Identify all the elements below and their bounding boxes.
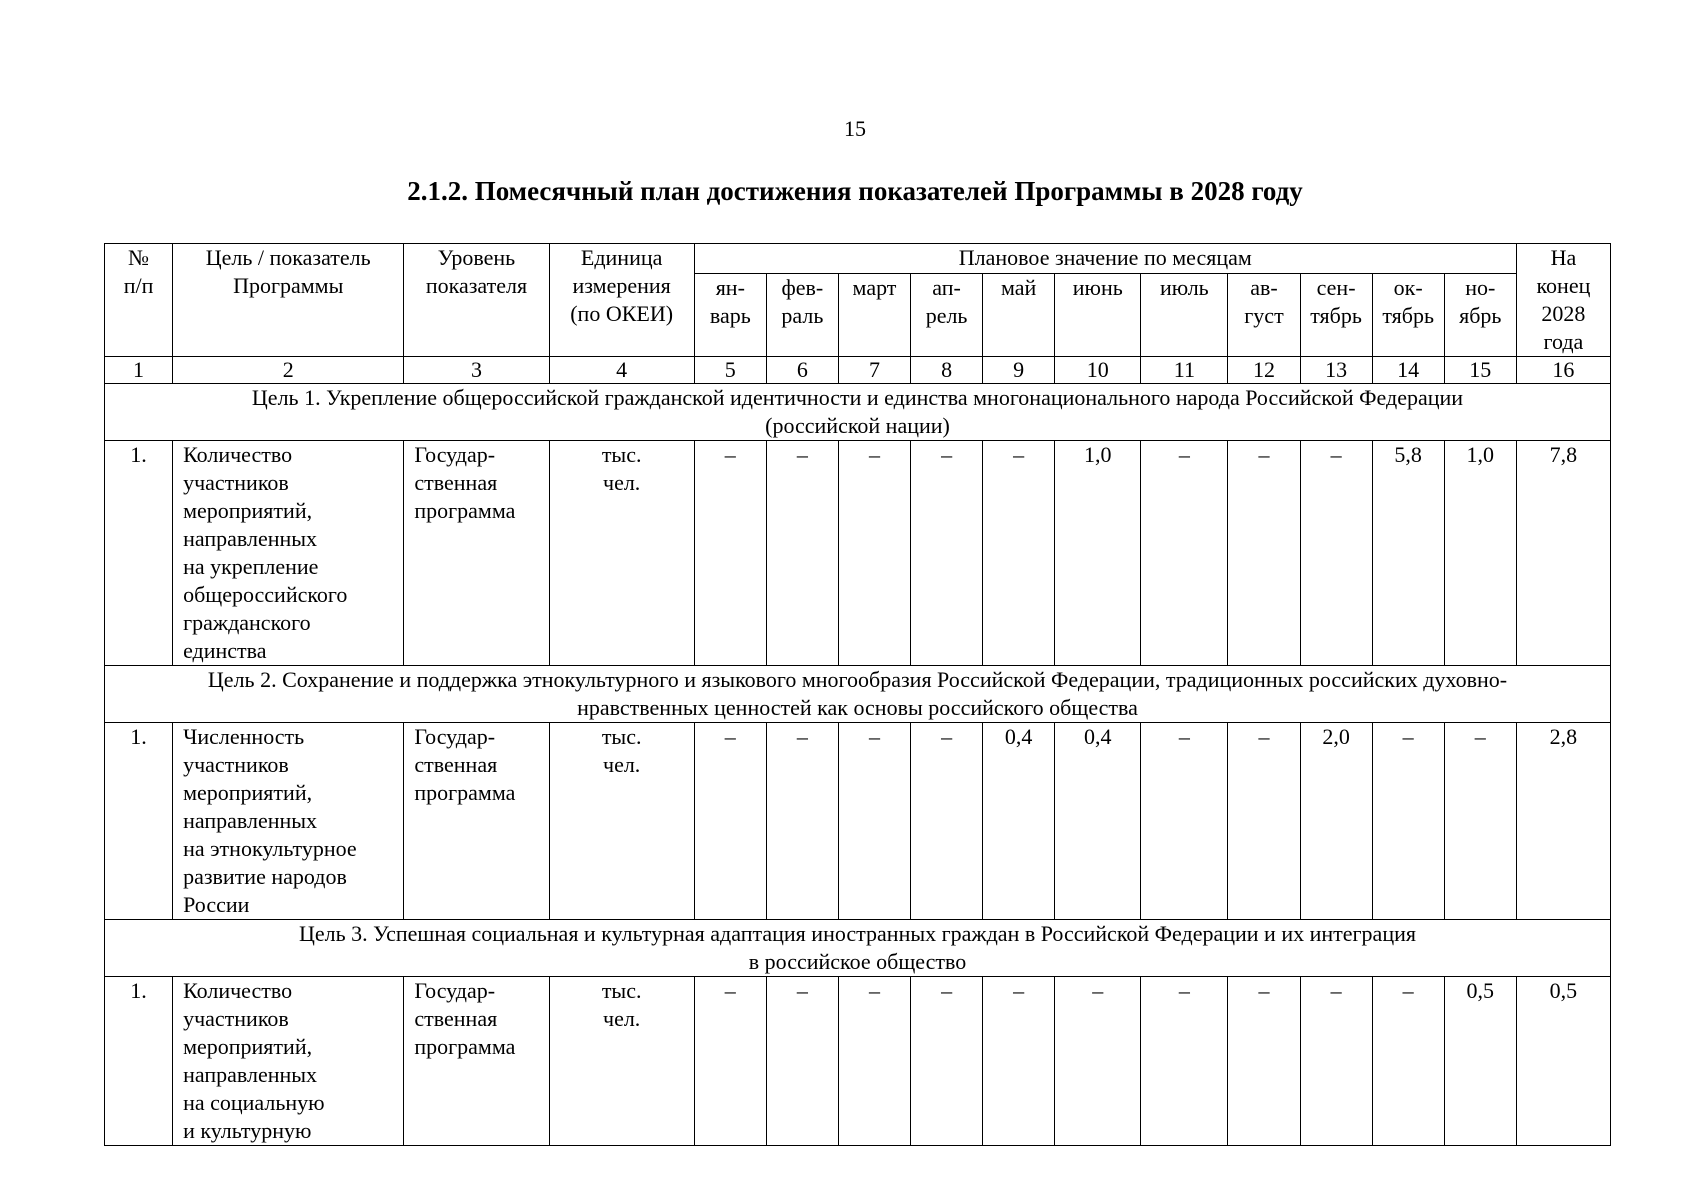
goal-title: Цель 1. Укрепление общероссийской гражданской идентичности и единства многонационального народа Российской Федерации (российской нации) <box>105 384 1611 441</box>
column-number: 2 <box>173 357 404 384</box>
indicator-level: Государ- ственная программа <box>404 977 549 1146</box>
header-num: № п/п <box>105 244 173 357</box>
header-month: ав- густ <box>1228 273 1300 356</box>
month-value: – <box>911 441 983 666</box>
page-number: 15 <box>844 116 866 141</box>
month-value: 5,8 <box>1372 441 1444 666</box>
month-value: – <box>838 441 910 666</box>
column-number: 12 <box>1228 357 1300 384</box>
month-value: – <box>1300 441 1372 666</box>
month-value: – <box>1228 441 1300 666</box>
column-number: 3 <box>404 357 549 384</box>
header-month: но- ябрь <box>1444 273 1516 356</box>
month-value: – <box>1141 977 1228 1146</box>
month-value: – <box>1141 723 1228 920</box>
header-month: май <box>983 273 1055 356</box>
column-number: 14 <box>1372 357 1444 384</box>
month-value: – <box>1300 977 1372 1146</box>
column-numbers-row <box>105 357 1611 384</box>
month-value: – <box>694 977 766 1146</box>
column-number: 11 <box>1141 357 1228 384</box>
goal-row <box>105 384 1611 441</box>
indicator-num: 1. <box>105 441 173 666</box>
month-value: 2,0 <box>1300 723 1372 920</box>
month-value: – <box>1228 723 1300 920</box>
header-end-of-year: На конец 2028 года <box>1516 244 1610 357</box>
month-value: – <box>1372 977 1444 1146</box>
month-value: – <box>1444 723 1516 920</box>
month-value: – <box>1372 723 1444 920</box>
month-value: 0,5 <box>1444 977 1516 1146</box>
month-value: – <box>694 441 766 666</box>
end-of-year-value: 7,8 <box>1516 441 1610 666</box>
month-value: – <box>766 723 838 920</box>
indicator-row <box>105 441 1611 666</box>
header-month: июль <box>1141 273 1228 356</box>
indicator-name: Количество участников мероприятий, направленных на укрепление общероссийского гражданского единства <box>173 441 404 666</box>
month-value: – <box>983 441 1055 666</box>
month-value: 0,4 <box>1055 723 1141 920</box>
column-number: 7 <box>838 357 910 384</box>
header-month: июнь <box>1055 273 1141 356</box>
indicator-unit: тыс. чел. <box>549 723 694 920</box>
indicator-level: Государ- ственная программа <box>404 441 549 666</box>
month-value: 1,0 <box>1444 441 1516 666</box>
goal-title: Цель 3. Успешная социальная и культурная адаптация иностранных граждан в Российской Федерации и их интеграция в российское общество <box>105 920 1611 977</box>
indicator-num: 1. <box>105 723 173 920</box>
month-value: – <box>911 977 983 1146</box>
goal-row <box>105 666 1611 723</box>
header-unit: Единица измерения (по ОКЕИ) <box>549 244 694 357</box>
end-of-year-value: 0,5 <box>1516 977 1610 1146</box>
column-number: 15 <box>1444 357 1516 384</box>
indicator-unit: тыс. чел. <box>549 977 694 1146</box>
indicator-num: 1. <box>105 977 173 1146</box>
column-number: 1 <box>105 357 173 384</box>
goal-title: Цель 2. Сохранение и поддержка этнокультурного и языкового многообразия Российской Федерации, традиционных российских духовно- нравственных ценностей как основы российского общества <box>105 666 1611 723</box>
header-month: фев- раль <box>766 273 838 356</box>
header-level: Уровень показателя <box>404 244 549 357</box>
header-month: ап- рель <box>911 273 983 356</box>
column-number: 10 <box>1055 357 1141 384</box>
column-number: 4 <box>549 357 694 384</box>
header-row <box>105 244 1611 274</box>
end-of-year-value: 2,8 <box>1516 723 1610 920</box>
monthly-plan-table <box>104 243 1611 1146</box>
indicator-level: Государ- ственная программа <box>404 723 549 920</box>
goal-row <box>105 920 1611 977</box>
header-month: ян- варь <box>694 273 766 356</box>
column-number: 6 <box>766 357 838 384</box>
month-value: – <box>838 723 910 920</box>
column-number: 13 <box>1300 357 1372 384</box>
indicator-row <box>105 723 1611 920</box>
indicator-name: Численность участников мероприятий, направленных на этнокультурное развитие народов России <box>173 723 404 920</box>
month-value: – <box>1228 977 1300 1146</box>
indicator-unit: тыс. чел. <box>549 441 694 666</box>
month-value: 0,4 <box>983 723 1055 920</box>
header-planned-values: Плановое значение по месяцам <box>694 244 1516 274</box>
header-month: сен- тябрь <box>1300 273 1372 356</box>
month-value: – <box>1055 977 1141 1146</box>
page-title: 2.1.2. Помесячный план достижения показателей Программы в 2028 году <box>407 176 1303 206</box>
month-value: – <box>1141 441 1228 666</box>
header-goal: Цель / показатель Программы <box>173 244 404 357</box>
indicator-row <box>105 977 1611 1146</box>
month-value: – <box>983 977 1055 1146</box>
month-value: – <box>838 977 910 1146</box>
month-value: – <box>911 723 983 920</box>
column-number: 9 <box>983 357 1055 384</box>
header-month: март <box>838 273 910 356</box>
month-value: – <box>766 441 838 666</box>
indicator-name: Количество участников мероприятий, направленных на социальную и культурную <box>173 977 404 1146</box>
month-value: – <box>694 723 766 920</box>
month-value: – <box>766 977 838 1146</box>
column-number: 5 <box>694 357 766 384</box>
column-number: 8 <box>911 357 983 384</box>
header-month: ок- тябрь <box>1372 273 1444 356</box>
column-number: 16 <box>1516 357 1610 384</box>
month-value: 1,0 <box>1055 441 1141 666</box>
